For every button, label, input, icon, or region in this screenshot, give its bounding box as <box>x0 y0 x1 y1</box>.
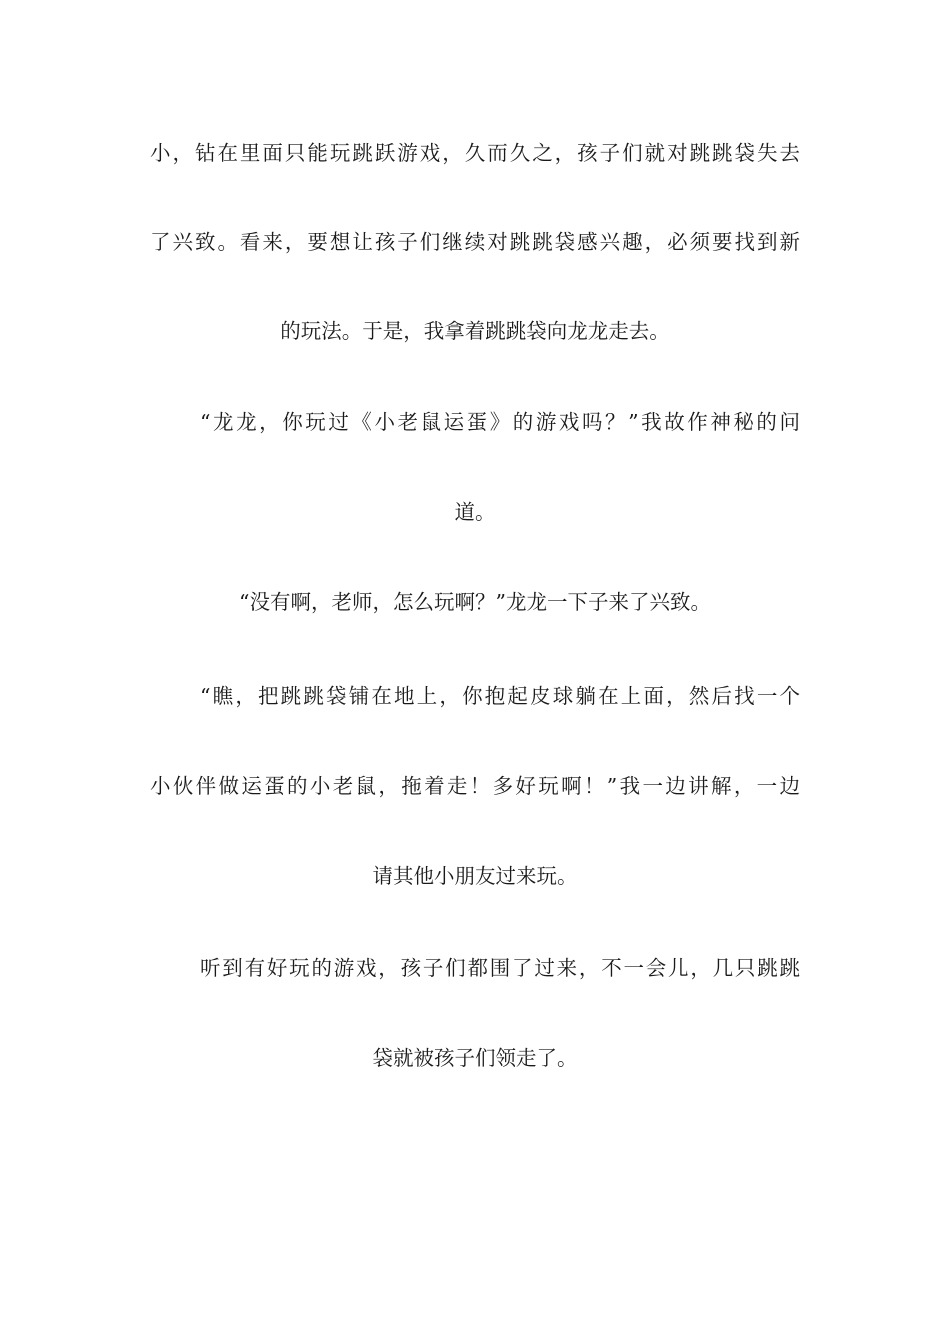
text-line: 的玩法。于是，我拿着跳跳袋向龙龙走去。 <box>280 319 670 343</box>
text-line: “没有啊，老师，怎么玩啊？”龙龙一下子来了兴致。 <box>239 590 711 614</box>
text-line: “龙龙，你玩过《小老鼠运蛋》的游戏吗？”我故作神秘的问 <box>200 410 800 434</box>
text-line: 听到有好玩的游戏，孩子们都围了过来，不一会儿，几只跳跳 <box>200 956 800 980</box>
text-line: 小伙伴做运蛋的小老鼠，拖着走！多好玩啊！”我一边讲解，一边 <box>150 774 800 798</box>
text-line: “瞧，把跳跳袋铺在地上，你抱起皮球躺在上面，然后找一个 <box>200 684 800 708</box>
text-line: 道。 <box>454 500 496 524</box>
text-line: 小，钻在里面只能玩跳跃游戏，久而久之，孩子们就对跳跳袋失去 <box>150 141 800 165</box>
text-line: 了兴致。看来，要想让孩子们继续对跳跳袋感兴趣，必须要找到新 <box>150 230 800 254</box>
text-line: 请其他小朋友过来玩。 <box>372 864 578 888</box>
text-line: 袋就被孩子们领走了。 <box>372 1046 578 1070</box>
